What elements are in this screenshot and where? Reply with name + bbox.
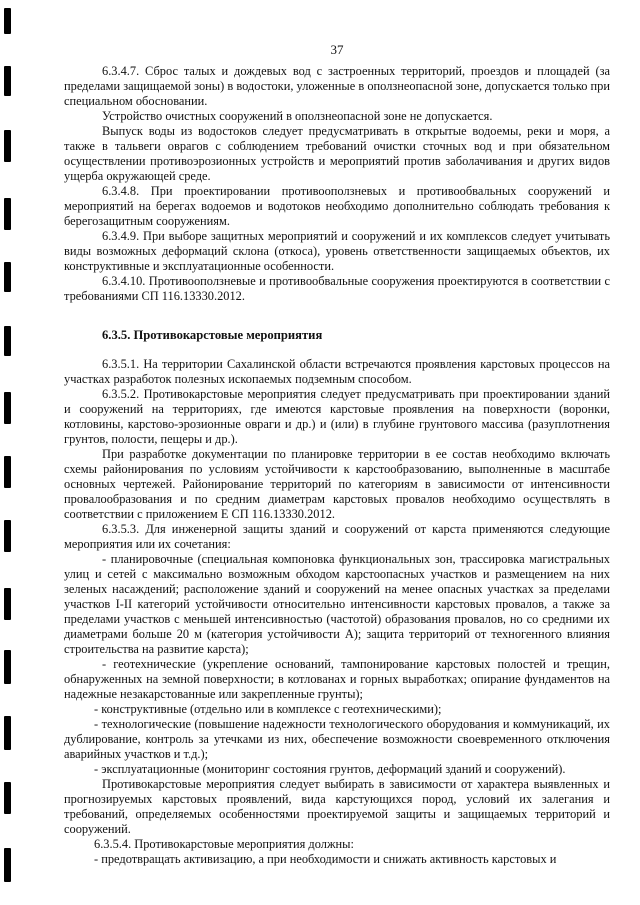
list-item-technological: - технологические (повышение надежности технологического оборудования и коммуникаций, их дублирование, контроль за утечками из них, обеспечение возможности своевременного отключения аварийных участков и т.д.); bbox=[64, 717, 610, 761]
paragraph-water-outlet: Выпуск воды из водостоков следует предусматривать в открытые водоемы, реки и моря, а также в тальвеги оврагов с соблюдением требований очистки сточных вод и при обязательном осуществлении противоэрозионных устройств и мероприятий против заболачивания и других видов ущерба окружающей среде. bbox=[64, 124, 610, 183]
paragraph-6-3-5-3: 6.3.5.3. Для инженерной защиты зданий и сооружений от карста применяются следующие мероприятия или их сочетания: bbox=[64, 522, 610, 551]
paragraph-6-3-5-1: 6.3.5.1. На территории Сахалинской области встречаются проявления карстовых процессов на участках разработок полезных ископаемых подземным способом. bbox=[64, 357, 610, 386]
paragraph-6-3-5-4: 6.3.5.4. Противокарстовые мероприятия должны: bbox=[94, 837, 354, 851]
binding-mark bbox=[4, 392, 11, 424]
section-heading: 6.3.5. Противокарстовые мероприятия bbox=[102, 328, 323, 342]
paragraph-6-3-5-2: 6.3.5.2. Противокарстовые мероприятия следует предусматривать при проектировании зданий и сооружений на территориях, где имеются карстовые проявления на поверхности (воронки, котловины, карстово-эрозионные овраги и др.) и (или) в глубине грунтового массива (разуплотнения грунтов, полости, пещеры и др.). bbox=[64, 387, 610, 446]
list-item-structural: - конструктивные (отдельно или в комплексе с геотехническими); bbox=[94, 702, 442, 716]
paragraph-measure-selection: Противокарстовые мероприятия следует выбирать в зависимости от характера выявленных и прогнозируемых карстовых проявлений, вида карстующихся пород, условий их залегания и требований, определяемых особенностями проектируемой защиты и защищаемых территорий и сооружений. bbox=[64, 777, 610, 836]
binding-mark bbox=[4, 650, 11, 684]
page-number: 37 bbox=[330, 42, 344, 57]
binding-mark bbox=[4, 130, 11, 162]
binding-mark bbox=[4, 262, 11, 292]
scan-binding-marks bbox=[0, 0, 22, 905]
list-item-planning: - планировочные (специальная компоновка функциональных зон, трассировка магистральных улиц и сетей с максимально возможным обходом карстоопасных участков и размещением на них зеленых насаждений; расположение зданий и сооружений на менее опасных участках за пределами участков I-II категорий устойчивости относительно интенсивности карстовых провалов, а также за пределами участков с меньшей интенсивностью (частотой) образования провалов, но со средними их диаметрами больше 20 м (категория устойчивости А); защита территорий от техногенного влияния строительства на развитие карста); bbox=[64, 552, 610, 656]
binding-mark bbox=[4, 326, 11, 356]
binding-mark bbox=[4, 198, 11, 230]
binding-mark bbox=[4, 588, 11, 620]
paragraph-zoning-documentation: При разработке документации по планировке территории в ее состав необходимо включать схемы районирования по условиям устойчивости к карстообразованию, выполненные в масштабе основных чертежей. Районирование территорий по категориям в зависимости от интенсивности провалообразования и по средним диаметрам карстовых провалов необходимо осуществлять в соответствии с приложением Е СП 116.13330.2012. bbox=[64, 447, 610, 521]
binding-mark bbox=[4, 8, 11, 34]
paragraph-6-3-4-9: 6.3.4.9. При выборе защитных мероприятий и сооружений и их комплексов следует учитывать виды возможных деформаций склона (откоса), уровень ответственности защищаемых объектов, их конструктивные и эксплуатационные особенности. bbox=[64, 229, 610, 273]
document-page bbox=[64, 42, 610, 867]
paragraph-6-3-4-7: 6.3.4.7. Сброс талых и дождевых вод с застроенных территорий, проездов и площадей (за пределами защищаемой зоны) в водостоки, уложенные в оползнеопасной зоне, допускается только при специальном обосновании. bbox=[64, 64, 610, 108]
paragraph-no-treatment-facilities: Устройство очистных сооружений в оползнеопасной зоне не допускается. bbox=[102, 109, 493, 123]
list-item-geotechnical: - геотехнические (укрепление оснований, тампонирование карстовых полостей и трещин, обнаруженных на земной поверхности; в котлованах и горных выработках; опирание фундаментов на надежные незакарстованные или закрепленные грунты); bbox=[64, 657, 610, 701]
binding-mark bbox=[4, 520, 11, 552]
list-item-operational: - эксплуатационные (мониторинг состояния грунтов, деформаций зданий и сооружений). bbox=[94, 762, 566, 776]
binding-mark bbox=[4, 782, 11, 814]
list-item-prevent-activation: - предотвращать активизацию, а при необходимости и снижать активность карстовых и bbox=[94, 852, 557, 866]
binding-mark bbox=[4, 848, 11, 882]
paragraph-6-3-4-8: 6.3.4.8. При проектировании противооползневых и противообвальных сооружений и мероприятий на берегах водоемов и водотоков необходимо дополнительно соблюдать требования к берегозащитным сооружениям. bbox=[64, 184, 610, 228]
binding-mark bbox=[4, 66, 11, 96]
binding-mark bbox=[4, 456, 11, 488]
binding-mark bbox=[4, 716, 11, 750]
paragraph-6-3-4-10: 6.3.4.10. Противооползневые и противообвальные сооружения проектируются в соответствии с требованиями СП 116.13330.2012. bbox=[64, 274, 610, 303]
